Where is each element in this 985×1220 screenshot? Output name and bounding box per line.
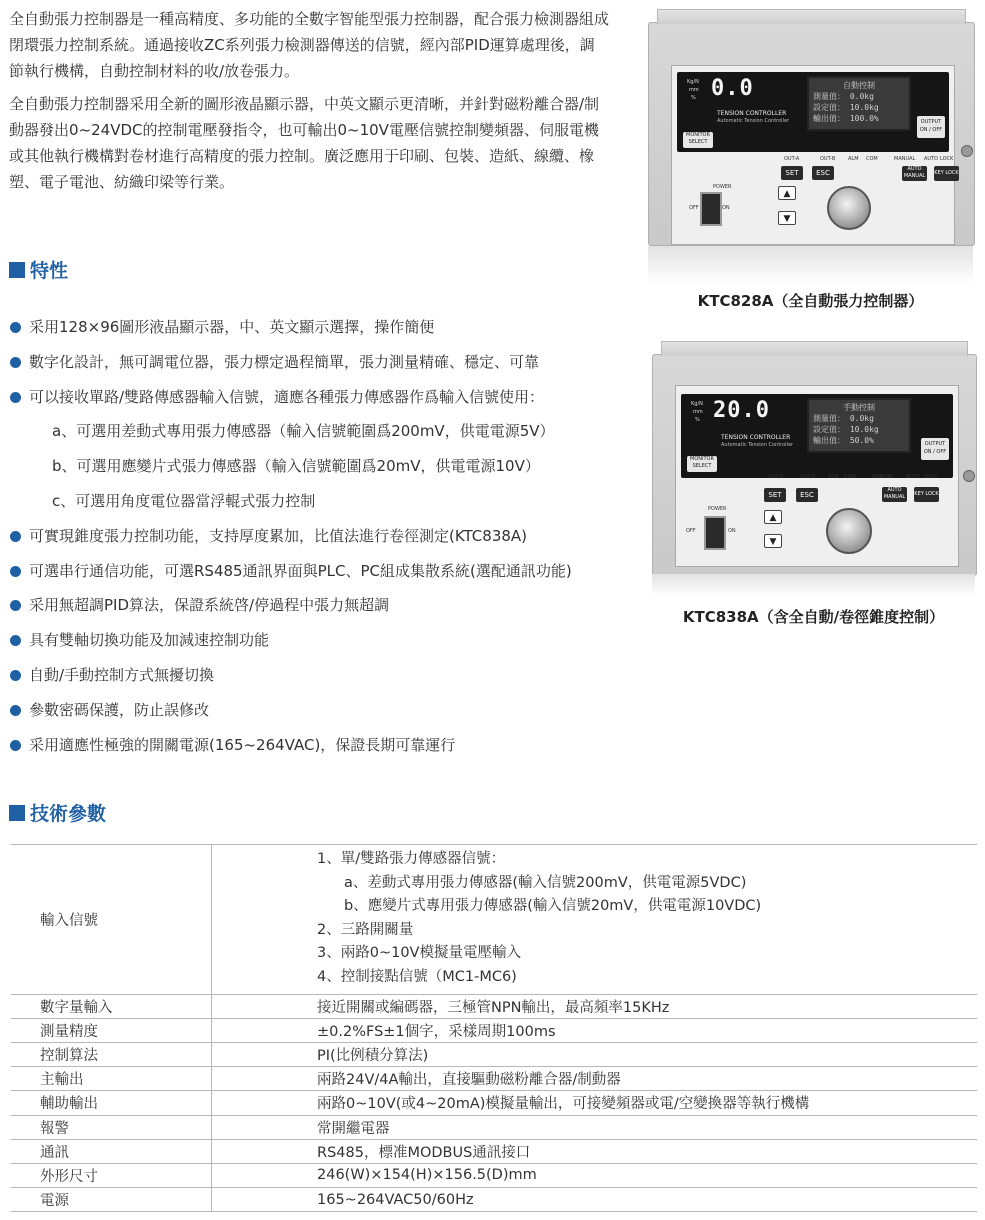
esc-button[interactable]: ESC [796, 488, 818, 502]
device-front-panel: Kg/N mm % 0.0 TENSION CONTROLLER Automatic Tension Controller MONITOR SELECT 自動控制 測量值： 0.0kg 設定值： 10.0kg 輸出值： 100.0% OUTPUT ON / OFF OUT-A OUT-B ALM COM MANUAL AUTO LOCK SET ESC AUTO MANUAL KEY LOCK ▲ ▼ POWER OFF ON [671, 65, 955, 245]
product-caption-ktc838a: KTC838A（含全自動/卷徑錐度控制） [682, 608, 945, 626]
down-button[interactable]: ▼ [764, 534, 782, 548]
spec-value: 接近開關或編碼器，三極管NPN輸出，最高頻率15KHz [212, 994, 978, 1018]
feature-item: 采用無超調PID算法，保證系統啓/停過程中張力無超調 [9, 594, 629, 629]
set-button[interactable]: SET [764, 488, 786, 502]
feature-item: 具有雙軸切換功能及加減速控制功能 [9, 629, 629, 664]
spec-value: 兩路0~10V(或4~20mA)模擬量輸出，可接變頻器或電/空變換器等執行機構 [212, 1091, 978, 1115]
adjust-knob[interactable] [826, 508, 872, 554]
key-lock-button[interactable]: KEY LOCK [914, 487, 939, 502]
spec-value: 1、單/雙路張力傳感器信號： a、差動式專用張力傳感器(輸入信號200mV，供電電源5VDC) b、應變片式專用張力傳感器(輸入信號20mV，供電電源10VDC) 2、三路開關量 3、兩路0~10V模擬量電壓輸入 4、控制接點信號（MC1-MC6) [212, 845, 978, 995]
heading-square-icon [9, 805, 25, 821]
feature-subitem: c、可選用角度電位器當浮輥式張力控制 [52, 491, 316, 510]
bullet-icon [10, 322, 21, 333]
features-list [9, 316, 629, 768]
feature-item: 參數密碼保護，防止誤修改 [9, 699, 629, 734]
display-area: Kg/N mm % 20.0 TENSION CONTROLLER Automatic Tension Controller MONITOR SELECT 手動控制 測量值： 0.0kg 設定值： 10.0kg 輸出值： 50.0% OUTPUT ON / OFF [681, 394, 953, 478]
auto-manual-button[interactable]: AUTO MANUAL [883, 487, 906, 500]
table-row [11, 845, 977, 995]
table-row [11, 1115, 977, 1139]
spec-label: 測量精度 [11, 1018, 212, 1042]
features-heading [9, 256, 68, 283]
table-row [11, 994, 977, 1018]
bullet-icon [10, 635, 21, 646]
product-image-ktc828a [648, 22, 975, 246]
table-row [11, 1042, 977, 1066]
table-row [11, 1091, 977, 1115]
bullet-icon [10, 566, 21, 577]
spec-value: ±0.2%FS±1個字，采樣周期100ms [212, 1018, 978, 1042]
device-top [661, 341, 968, 356]
spec-label: 輔助輸出 [11, 1091, 212, 1115]
table-row [11, 1139, 977, 1163]
reflection [652, 574, 975, 596]
feature-item: 可以接收單路/雙路傳感器輸入信號，適應各種張力傳感器作爲輸入信號使用： [9, 386, 629, 421]
device-front-panel: Kg/N mm % 20.0 TENSION CONTROLLER Automatic Tension Controller MONITOR SELECT 手動控制 測量值： 0.0kg 設定值： 10.0kg 輸出值： 50.0% OUTPUT ON / OFF OUT-A OUT-B ALM COM MANUAL AUTO LOCK SET ESC AUTO MANUAL KEY LOCK ▲ ▼ POWER OFF ON [675, 385, 959, 567]
spec-value: 165~264VAC50/60Hz [212, 1188, 978, 1212]
spec-label: 主輸出 [11, 1067, 212, 1091]
feature-item: 自動/手動控制方式無擾切換 [9, 664, 629, 699]
product-image-ktc838a [652, 354, 977, 576]
intro-paragraph-2: 全自動張力控制器采用全新的圖形液晶顯示器，中英文顯示更清晰，并針對磁粉離合器/制動器發出0~24VDC的控制電壓發指令，也可輸出0~10V電壓信號控制變頻器、伺服電機或其他執行機構對卷材進行高精度的張力控制。廣泛應用于印刷、包裝、造紙、線纜、橡塑、電子電池、紡織印梁等行業。 [9, 95, 600, 191]
auto-manual-button[interactable]: AUTO MANUAL [903, 166, 926, 179]
up-button[interactable]: ▲ [778, 186, 796, 200]
feature-subitem: a、可選用差動式專用張力傳感器（輸入信號範圍爲200mV，供電電源5V） [52, 422, 555, 441]
output-onoff-button[interactable]: OUTPUT ON / OFF [921, 438, 949, 460]
screw-icon [961, 145, 973, 157]
feature-item: 可選串行通信功能，可選RS485通訊界面與PLC、PC組成集散系統(選配通訊功能) [9, 560, 629, 595]
monitor-select-button[interactable]: MONITOR SELECT [687, 456, 717, 472]
heading-square-icon [9, 262, 25, 278]
output-onoff-button[interactable]: OUTPUT ON / OFF [917, 116, 945, 138]
intro-paragraph-1: 全自動張力控制器是一種高精度、多功能的全數字智能型張力控制器，配合張力檢測器組成閉環張力控制系統。通過接收ZC系列張力檢測器傳送的信號，經內部PID運算處理後，調節執行機構，自動控制材料的收/放卷張力。 [9, 10, 610, 80]
spec-value: 246(W)×154(H)×156.5(D)mm [212, 1163, 978, 1187]
table-row [11, 1188, 977, 1212]
features-title: 特性 [30, 260, 69, 282]
feature-subitem: b、可選用應變片式張力傳感器（輸入信號範圍爲20mV，供電電源10V） [52, 457, 540, 476]
feature-item: 采用適應性極強的開關電源(165~264VAC)，保證長期可靠運行 [9, 734, 629, 769]
set-button[interactable]: SET [781, 166, 803, 180]
display-area: Kg/N mm % 0.0 TENSION CONTROLLER Automatic Tension Controller MONITOR SELECT 自動控制 測量值： 0.0kg 設定值： 10.0kg 輸出值： 100.0% OUTPUT ON / OFF [677, 72, 949, 152]
up-button[interactable]: ▲ [764, 510, 782, 524]
reflection [648, 246, 973, 284]
spec-table [11, 844, 977, 1212]
adjust-knob[interactable] [827, 186, 871, 230]
bullet-icon [10, 670, 21, 681]
esc-button[interactable]: ESC [812, 166, 834, 180]
segment-display: 0.0 [711, 76, 754, 101]
spec-label: 外形尺寸 [11, 1163, 212, 1187]
lcd-screen: 手動控制 測量值： 0.0kg 設定值： 10.0kg 輸出值： 50.0% [807, 398, 911, 453]
key-lock-button[interactable]: KEY LOCK [934, 166, 959, 181]
bullet-icon [10, 357, 21, 368]
spec-value: RS485，標准MODBUS通訊接口 [212, 1139, 978, 1163]
down-button[interactable]: ▼ [778, 211, 796, 225]
feature-item: 采用128×96圖形液晶顯示器，中、英文顯示選擇，操作簡便 [9, 316, 629, 351]
intro [9, 6, 609, 202]
segment-display: 20.0 [713, 398, 770, 423]
feature-item: 數字化設計，無可調電位器，張力標定過程簡單，張力測量精確、穩定、可靠 [9, 351, 629, 386]
screw-icon [963, 470, 975, 482]
power-switch[interactable] [704, 516, 726, 550]
bullet-icon [10, 600, 21, 611]
table-row [11, 1018, 977, 1042]
specs-title: 技術參數 [30, 803, 107, 825]
table-row [11, 1163, 977, 1187]
feature-item: 可實現錐度張力控制功能，支持厚度累加，比值法進行卷徑測定(KTC838A) [9, 525, 629, 560]
spec-label: 電源 [11, 1188, 212, 1212]
spec-label: 控制算法 [11, 1042, 212, 1066]
monitor-select-button[interactable]: MONITOR SELECT [683, 132, 713, 148]
spec-value: 常開繼電器 [212, 1115, 978, 1139]
device-top [657, 9, 966, 24]
spec-value: PI(比例積分算法) [212, 1042, 978, 1066]
bullet-icon [10, 531, 21, 542]
spec-value: 兩路24V/4A輸出，直接驅動磁粉離合器/制動器 [212, 1067, 978, 1091]
product-caption-ktc828a: KTC828A（全自動張力控制器） [697, 292, 924, 310]
lcd-screen: 自動控制 測量值： 0.0kg 設定值： 10.0kg 輸出值： 100.0% [807, 76, 911, 131]
power-switch[interactable] [700, 192, 722, 226]
spec-label: 通訊 [11, 1139, 212, 1163]
spec-label: 輸入信號 [11, 845, 212, 995]
specs-heading [9, 799, 106, 826]
bullet-icon [10, 705, 21, 716]
bullet-icon [10, 392, 21, 403]
spec-label: 報警 [11, 1115, 212, 1139]
table-row [11, 1067, 977, 1091]
bullet-icon [10, 740, 21, 751]
spec-label: 數字量輸入 [11, 994, 212, 1018]
